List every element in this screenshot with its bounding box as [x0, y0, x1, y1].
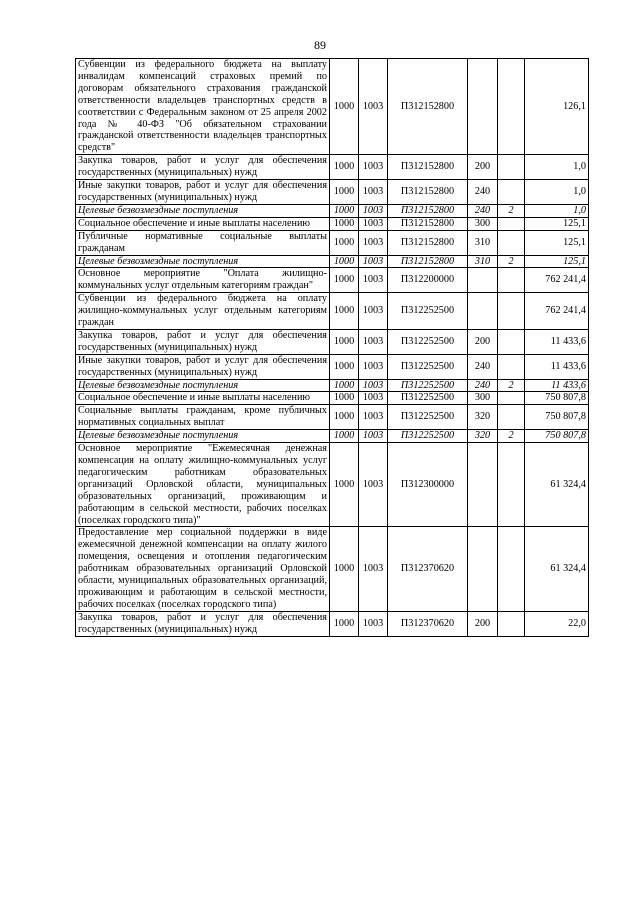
row-amount: 1,0 — [525, 180, 589, 205]
row-amount: 750 807,8 — [525, 405, 589, 430]
row-name: Целевые безвозмездные поступления — [76, 255, 330, 268]
row-name: Публичные нормативные социальные выплаты гражданам — [76, 230, 330, 255]
row-funding-source — [498, 217, 525, 230]
row-name: Социальное обеспечение и иные выплаты населению — [76, 217, 330, 230]
row-name: Целевые безвозмездные поступления — [76, 204, 330, 217]
table-row — [76, 268, 589, 293]
row-subsection-code: 1003 — [359, 293, 388, 330]
row-amount: 126,1 — [525, 59, 589, 155]
row-expense-type-code: 200 — [468, 611, 498, 636]
row-name: Основное мероприятие "Ежемесячная денежная компенсация на оплату жилищно-коммунальных услуг педагогическим работникам образовательных организаций Орловской области, муниципальных образовательных организаций, проживающим и работающим в сельской местности, рабочих поселках (поселках городского типа)" — [76, 443, 330, 527]
table-row — [76, 392, 589, 405]
row-section-code: 1000 — [330, 268, 359, 293]
row-expense-type-code: 320 — [468, 405, 498, 430]
row-funding-source — [498, 392, 525, 405]
row-subsection-code: 1003 — [359, 59, 388, 155]
row-expense-type-code: 200 — [468, 329, 498, 354]
row-name: Целевые безвозмездные поступления — [76, 430, 330, 443]
row-funding-source — [498, 230, 525, 255]
row-subsection-code: 1003 — [359, 443, 388, 527]
row-target-article-code: П312152800 — [388, 217, 468, 230]
row-target-article-code: П312152800 — [388, 59, 468, 155]
row-name: Социальные выплаты гражданам, кроме публичных нормативных социальных выплат — [76, 405, 330, 430]
row-subsection-code: 1003 — [359, 611, 388, 636]
row-expense-type-code: 300 — [468, 217, 498, 230]
row-expense-type-code — [468, 293, 498, 330]
row-subsection-code: 1003 — [359, 527, 388, 611]
table-row — [76, 611, 589, 636]
row-target-article-code: П312252500 — [388, 405, 468, 430]
row-expense-type-code: 200 — [468, 155, 498, 180]
row-target-article-code: П312252500 — [388, 354, 468, 379]
row-expense-type-code — [468, 527, 498, 611]
row-target-article-code: П312370620 — [388, 611, 468, 636]
row-amount: 61 324,4 — [525, 443, 589, 527]
budget-table — [75, 58, 589, 637]
row-subsection-code: 1003 — [359, 329, 388, 354]
row-funding-source: 2 — [498, 379, 525, 392]
table-row — [76, 230, 589, 255]
table-row — [76, 527, 589, 611]
row-expense-type-code — [468, 443, 498, 527]
row-subsection-code: 1003 — [359, 268, 388, 293]
row-target-article-code: П312152800 — [388, 255, 468, 268]
row-expense-type-code: 240 — [468, 204, 498, 217]
table-row — [76, 180, 589, 205]
table-row — [76, 405, 589, 430]
row-section-code: 1000 — [330, 59, 359, 155]
row-amount: 750 807,8 — [525, 430, 589, 443]
row-funding-source — [498, 329, 525, 354]
row-amount: 1,0 — [525, 155, 589, 180]
row-funding-source — [498, 405, 525, 430]
row-subsection-code: 1003 — [359, 204, 388, 217]
row-section-code: 1000 — [330, 155, 359, 180]
row-amount: 125,1 — [525, 217, 589, 230]
row-name: Предоставление мер социальной поддержки в виде ежемесячной денежной компенсации на оплату жилого помещения, освещения и отопления педагогическим работникам образовательных организаций Орловской области, муниципальных образовательных организаций, проживающим и работающим в сельской местности, рабочих поселках (поселках городского типа) — [76, 527, 330, 611]
row-target-article-code: П312200000 — [388, 268, 468, 293]
row-section-code: 1000 — [330, 230, 359, 255]
row-subsection-code: 1003 — [359, 430, 388, 443]
row-funding-source — [498, 59, 525, 155]
row-amount: 125,1 — [525, 255, 589, 268]
row-name: Субвенции из федерального бюджета на выплату инвалидам компенсаций страховых премий по договорам обязательного страхования гражданской ответственности владельцев транспортных средств в соответствии с Федеральным законом от 25 апреля 2002 года № 40-ФЗ "Об обязательном страховании гражданской ответственности владельцев транспортных средств" — [76, 59, 330, 155]
row-expense-type-code: 240 — [468, 379, 498, 392]
row-funding-source — [498, 611, 525, 636]
row-section-code: 1000 — [330, 443, 359, 527]
row-expense-type-code: 240 — [468, 180, 498, 205]
row-subsection-code: 1003 — [359, 155, 388, 180]
row-target-article-code: П312152800 — [388, 180, 468, 205]
row-subsection-code: 1003 — [359, 230, 388, 255]
row-expense-type-code: 300 — [468, 392, 498, 405]
row-section-code: 1000 — [330, 180, 359, 205]
row-section-code: 1000 — [330, 217, 359, 230]
row-funding-source: 2 — [498, 430, 525, 443]
table-row — [76, 155, 589, 180]
row-subsection-code: 1003 — [359, 180, 388, 205]
row-name: Социальное обеспечение и иные выплаты населению — [76, 392, 330, 405]
table-row — [76, 443, 589, 527]
row-amount: 11 433,6 — [525, 329, 589, 354]
row-section-code: 1000 — [330, 293, 359, 330]
row-target-article-code: П312300000 — [388, 443, 468, 527]
row-name: Закупка товаров, работ и услуг для обеспечения государственных (муниципальных) нужд — [76, 155, 330, 180]
table-row — [76, 217, 589, 230]
row-amount: 11 433,6 — [525, 379, 589, 392]
table-row — [76, 430, 589, 443]
row-name: Закупка товаров, работ и услуг для обеспечения государственных (муниципальных) нужд — [76, 329, 330, 354]
table-row — [76, 255, 589, 268]
row-funding-source — [498, 155, 525, 180]
table-row — [76, 59, 589, 155]
table-row — [76, 293, 589, 330]
row-target-article-code: П312152800 — [388, 204, 468, 217]
row-target-article-code: П312252500 — [388, 329, 468, 354]
row-funding-source — [498, 268, 525, 293]
row-funding-source — [498, 293, 525, 330]
row-section-code: 1000 — [330, 405, 359, 430]
row-section-code: 1000 — [330, 329, 359, 354]
row-subsection-code: 1003 — [359, 379, 388, 392]
row-amount: 762 241,4 — [525, 268, 589, 293]
table-row — [76, 204, 589, 217]
page-number: 89 — [314, 38, 326, 52]
row-target-article-code: П312252500 — [388, 392, 468, 405]
row-subsection-code: 1003 — [359, 392, 388, 405]
row-name: Субвенции из федерального бюджета на оплату жилищно-коммунальных услуг отдельным категориям граждан — [76, 293, 330, 330]
table-row — [76, 329, 589, 354]
row-amount: 762 241,4 — [525, 293, 589, 330]
row-target-article-code: П312370620 — [388, 527, 468, 611]
row-funding-source — [498, 180, 525, 205]
row-section-code: 1000 — [330, 527, 359, 611]
row-amount: 11 433,6 — [525, 354, 589, 379]
table-row — [76, 379, 589, 392]
row-funding-source: 2 — [498, 204, 525, 217]
row-target-article-code: П312252500 — [388, 430, 468, 443]
row-subsection-code: 1003 — [359, 354, 388, 379]
row-expense-type-code: 240 — [468, 354, 498, 379]
row-amount: 61 324,4 — [525, 527, 589, 611]
row-funding-source — [498, 443, 525, 527]
row-subsection-code: 1003 — [359, 255, 388, 268]
row-section-code: 1000 — [330, 392, 359, 405]
row-expense-type-code: 310 — [468, 255, 498, 268]
row-name: Основное мероприятие "Оплата жилищно-коммунальных услуг отдельным категориям граждан" — [76, 268, 330, 293]
row-target-article-code: П312152800 — [388, 230, 468, 255]
row-section-code: 1000 — [330, 204, 359, 217]
row-name: Иные закупки товаров, работ и услуг для обеспечения государственных (муниципальных) нужд — [76, 354, 330, 379]
row-expense-type-code — [468, 268, 498, 293]
row-subsection-code: 1003 — [359, 405, 388, 430]
row-subsection-code: 1003 — [359, 217, 388, 230]
row-section-code: 1000 — [330, 379, 359, 392]
row-funding-source — [498, 527, 525, 611]
row-name: Иные закупки товаров, работ и услуг для обеспечения государственных (муниципальных) нужд — [76, 180, 330, 205]
row-amount: 125,1 — [525, 230, 589, 255]
row-target-article-code: П312152800 — [388, 155, 468, 180]
row-expense-type-code — [468, 59, 498, 155]
row-expense-type-code: 310 — [468, 230, 498, 255]
table-row — [76, 354, 589, 379]
row-section-code: 1000 — [330, 354, 359, 379]
row-target-article-code: П312252500 — [388, 293, 468, 330]
row-name: Целевые безвозмездные поступления — [76, 379, 330, 392]
row-expense-type-code: 320 — [468, 430, 498, 443]
row-section-code: 1000 — [330, 611, 359, 636]
row-amount: 22,0 — [525, 611, 589, 636]
row-amount: 1,0 — [525, 204, 589, 217]
row-target-article-code: П312252500 — [388, 379, 468, 392]
row-name: Закупка товаров, работ и услуг для обеспечения государственных (муниципальных) нужд — [76, 611, 330, 636]
row-section-code: 1000 — [330, 255, 359, 268]
row-amount: 750 807,8 — [525, 392, 589, 405]
row-funding-source — [498, 354, 525, 379]
row-funding-source: 2 — [498, 255, 525, 268]
row-section-code: 1000 — [330, 430, 359, 443]
budget-table-body — [76, 59, 589, 637]
